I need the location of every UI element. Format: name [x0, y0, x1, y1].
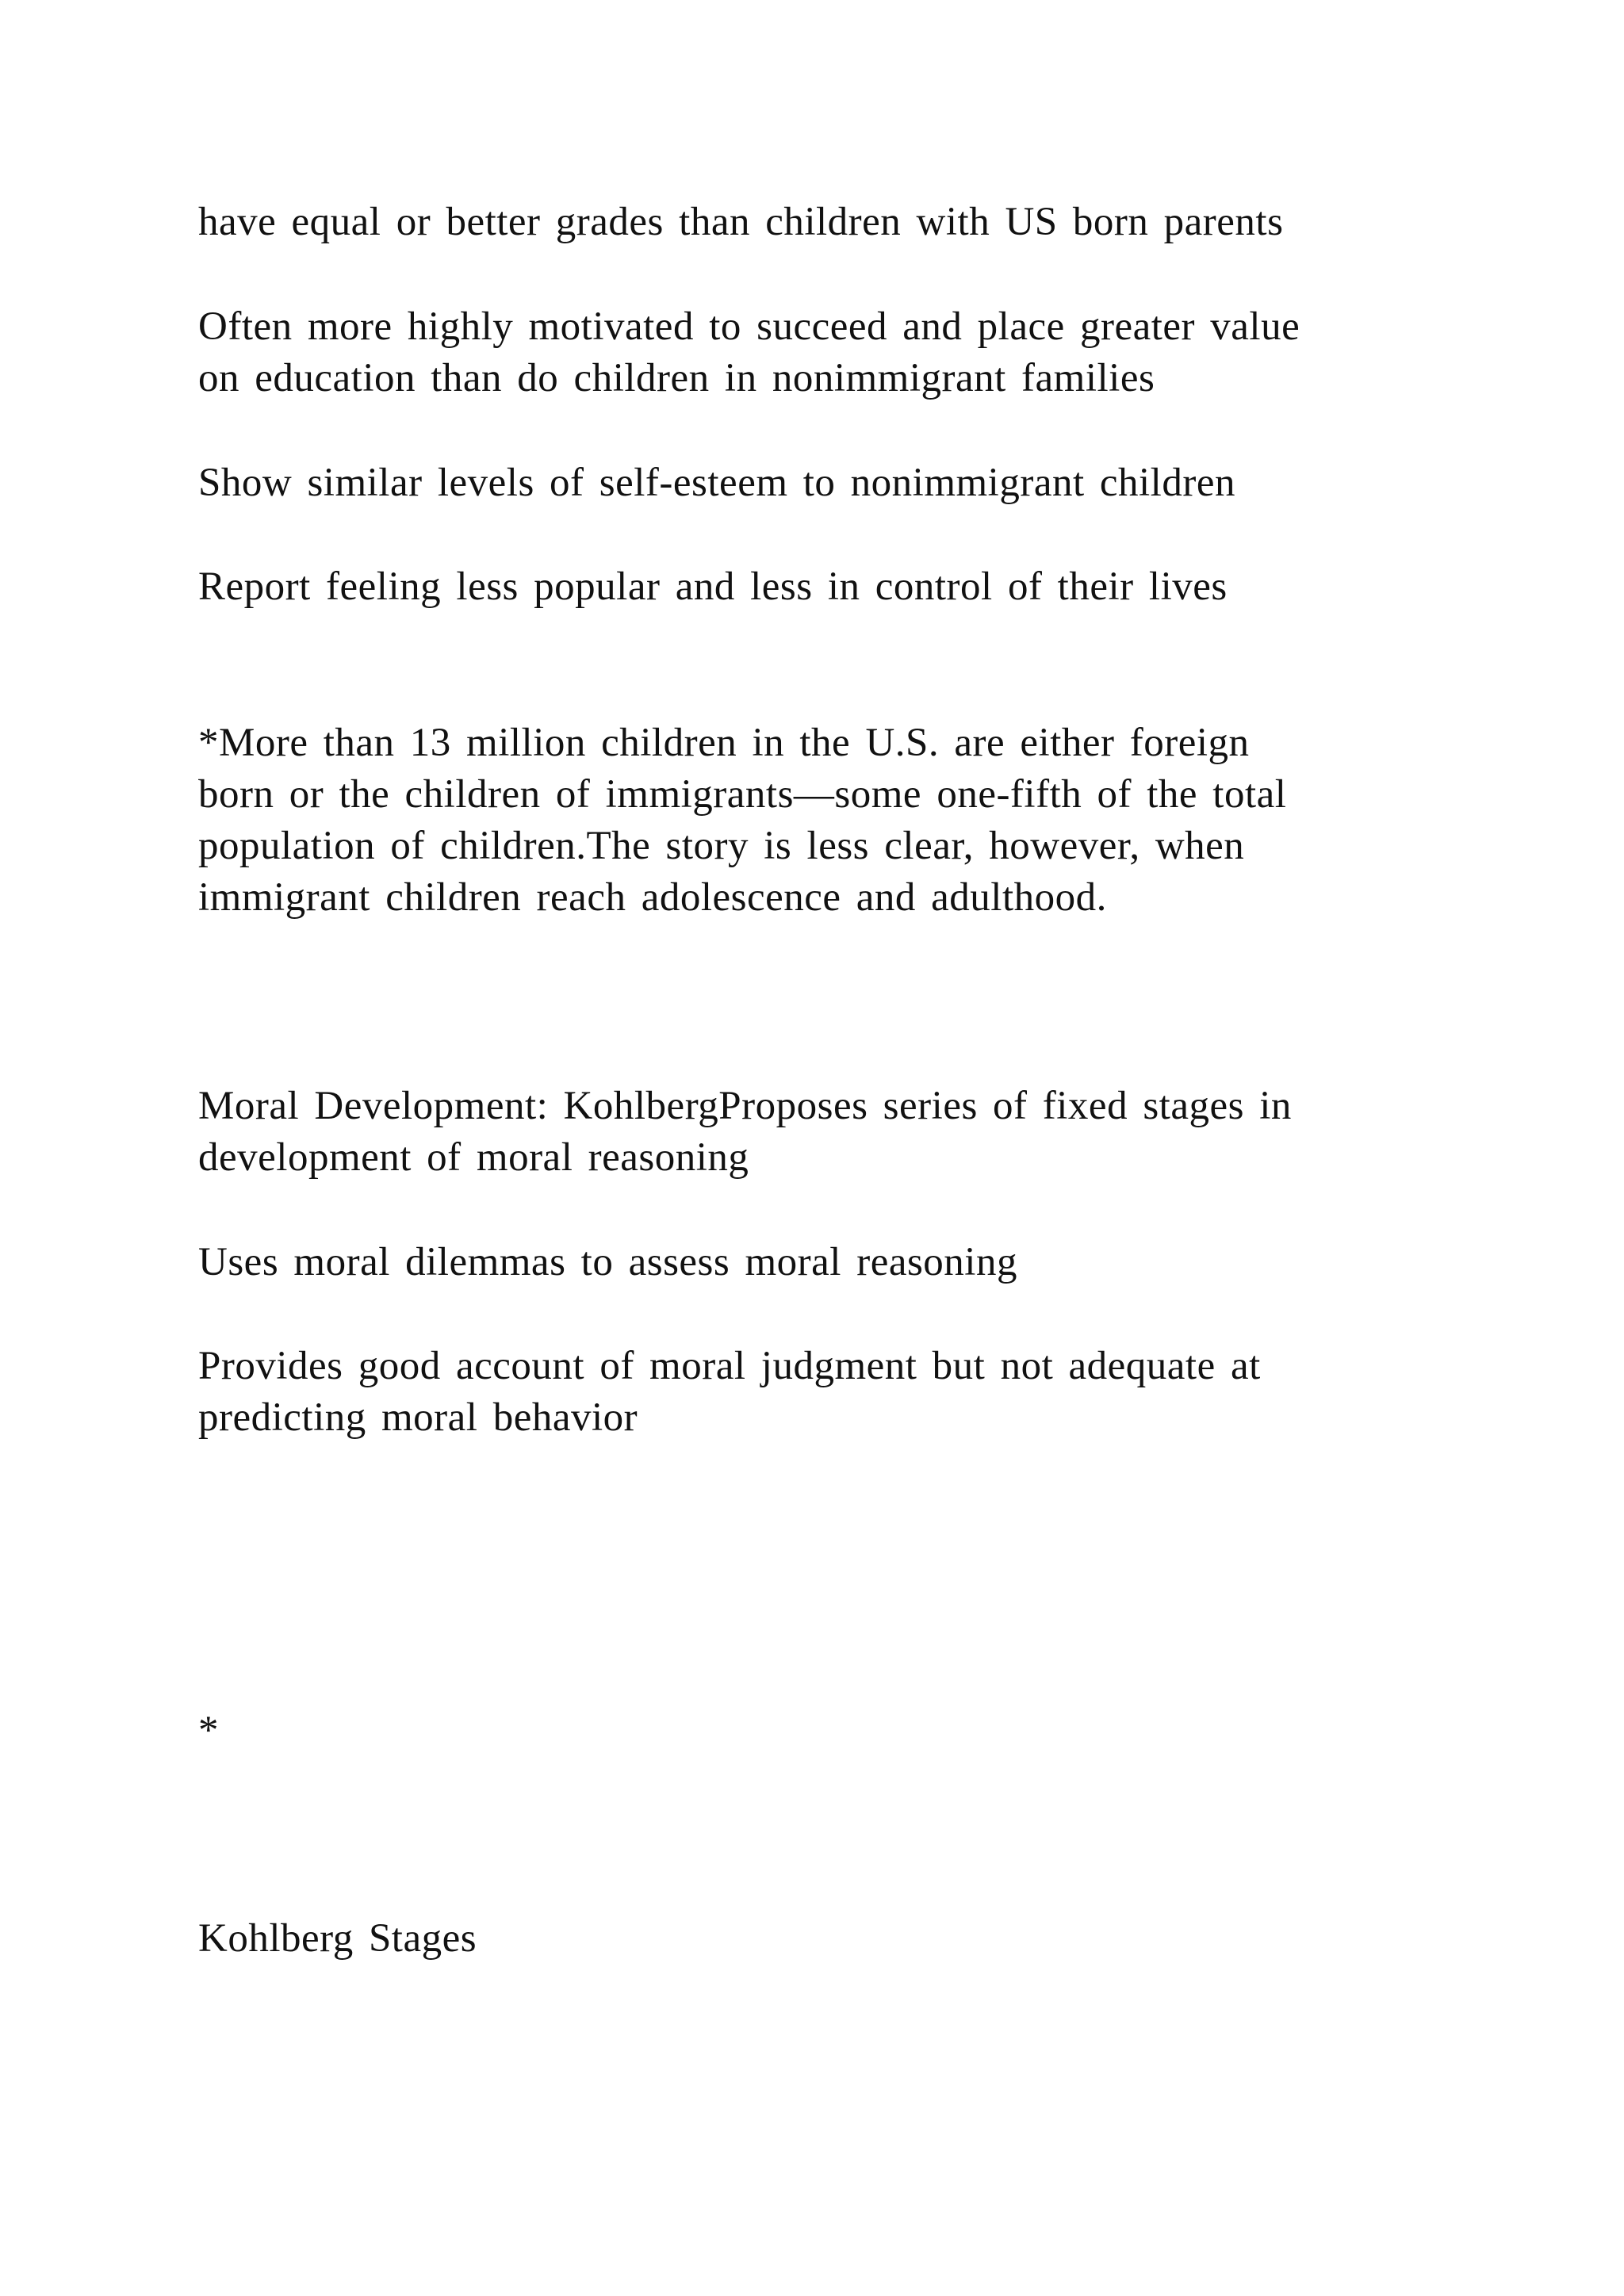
paragraph-popularity: Report feeling less popular and less in control of their lives — [198, 564, 1228, 609]
paragraph-kohlberg-line-2: development of moral reasoning — [198, 1135, 749, 1180]
paragraph-motivation-line-1: Often more highly motivated to succeed and place greater value — [198, 304, 1300, 349]
kohlberg-stages-heading: Kohlberg Stages — [198, 1916, 477, 1961]
paragraph-immigrant-stats-line-1: *More than 13 million children in the U.S. are either foreign — [198, 721, 1250, 765]
paragraph-moral-judgment-line-2: predicting moral behavior — [198, 1395, 638, 1440]
paragraph-immigrant-stats-line-4: immigrant children reach adolescence and adulthood. — [198, 875, 1107, 920]
paragraph-moral-judgment-line-1: Provides good account of moral judgment but not adequate at — [198, 1344, 1261, 1388]
asterisk-marker: * — [198, 1709, 219, 1753]
paragraph-immigrant-stats-line-2: born or the children of immigrants—some one-fifth of the total — [198, 772, 1287, 817]
paragraph-motivation-line-2: on education than do children in nonimmigrant families — [198, 356, 1155, 400]
paragraph-immigrant-stats-line-3: population of children.The story is less clear, however, when — [198, 824, 1245, 868]
paragraph-immigrant-grades: have equal or better grades than children with US born parents — [198, 200, 1284, 244]
paragraph-kohlberg-line-1: Moral Development: KohlbergProposes series of fixed stages in — [198, 1084, 1292, 1128]
paragraph-moral-dilemmas: Uses moral dilemmas to assess moral reasoning — [198, 1240, 1017, 1284]
paragraph-self-esteem: Show similar levels of self-esteem to nonimmigrant children — [198, 461, 1235, 505]
